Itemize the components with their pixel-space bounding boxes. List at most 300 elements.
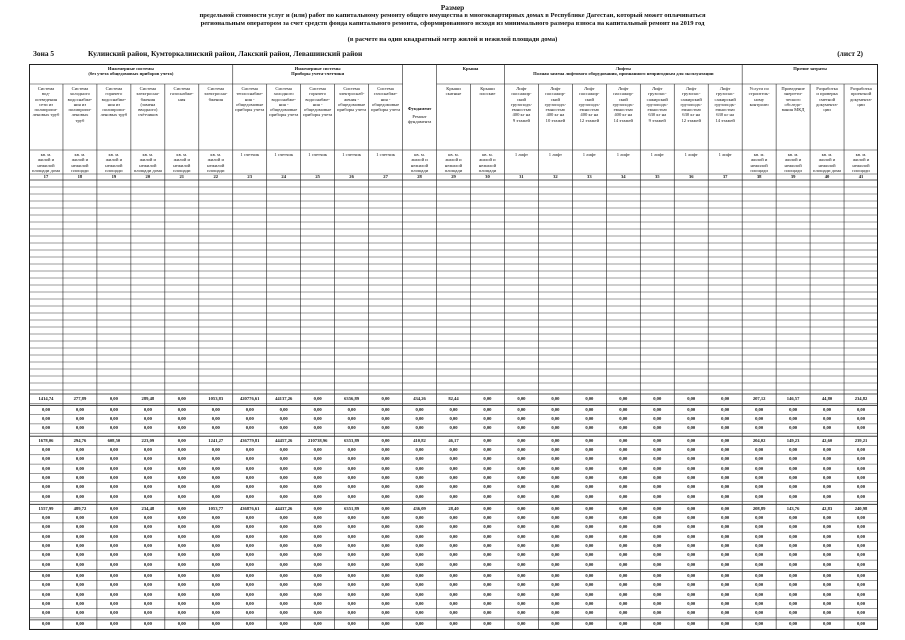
table-cell: 0,00 [517, 416, 526, 422]
table-cell: 0,00 [585, 524, 594, 530]
table-cell: 0,00 [41, 456, 50, 462]
table-cell: 0,00 [75, 406, 84, 412]
table-cell: 0,00 [279, 524, 288, 530]
column-title: Услуги по строитель- ному контролю [748, 86, 770, 107]
table-cell: 0,00 [347, 493, 356, 499]
group-header: Прочие затраты [793, 66, 827, 71]
table-cell: 0,00 [75, 474, 84, 480]
table-cell: 0,00 [415, 493, 424, 499]
table-cell: 0,00 [449, 456, 458, 462]
table-cell: 0,00 [41, 416, 50, 422]
table-cell: 82,44 [448, 395, 459, 401]
table-cell: 0,00 [177, 610, 186, 616]
table-cell: 0,00 [415, 543, 424, 548]
table-cell: 0,00 [245, 582, 254, 588]
table-cell: 0,00 [551, 425, 560, 431]
table-cell: 0,00 [551, 447, 560, 452]
column-title: Лифт пассажир- ский грузоподъ- емностью 400 кг на 12 этажей [578, 86, 601, 123]
table-cell: 434,26 [413, 395, 426, 401]
column-number: 24 [281, 174, 286, 179]
table-cell: 0,00 [856, 552, 866, 558]
table-cell: 0,00 [585, 582, 594, 588]
table-cell: 28,40 [448, 505, 459, 511]
table-cell: 0,00 [279, 561, 288, 567]
table-cell: 0,00 [279, 621, 288, 627]
table-cell: 0,00 [687, 621, 696, 627]
table-cell: 0,00 [211, 582, 220, 588]
table-cell: 0,00 [721, 484, 730, 490]
table-cell: 0,00 [177, 582, 186, 588]
column-title: Крыши скатные [445, 86, 462, 97]
table-cell: 0,00 [687, 465, 696, 471]
table-cell: 0,00 [483, 600, 492, 606]
table-cell: 0,00 [619, 582, 628, 588]
table-cell: 0,00 [585, 600, 594, 606]
table-cell: 0,00 [789, 465, 798, 471]
column-number: 33 [587, 174, 592, 179]
table-cell: 0,00 [483, 437, 492, 443]
table-cell: 0,00 [245, 447, 254, 452]
table-cell: 0,00 [415, 533, 424, 539]
column-number: 17 [43, 174, 49, 179]
table-cell: 240,98 [854, 505, 868, 511]
table-cell: 0,00 [245, 572, 254, 578]
table-cell: 0,00 [653, 572, 662, 578]
table-cell: 0,00 [313, 543, 322, 548]
table-cell: 0,00 [177, 456, 186, 462]
table-cell: 0,00 [313, 447, 322, 452]
table-cell: 0,00 [653, 621, 662, 627]
table-cell: 0,00 [347, 621, 356, 627]
table-cell: 0,00 [856, 474, 866, 480]
table-cell: 0,00 [75, 465, 84, 471]
table-cell: 0,00 [823, 456, 832, 462]
table-cell: 0,00 [755, 493, 764, 499]
table-cell: 0,00 [415, 582, 424, 588]
cost-table [29, 64, 878, 630]
table-cell: 0,00 [313, 524, 322, 530]
column-unit: кв. м. жилой и нежилой площади [105, 152, 123, 173]
table-cell: 0,00 [856, 572, 866, 578]
table-cell: 0,00 [381, 447, 390, 452]
table-cell: 0,00 [415, 591, 424, 597]
table-cell: 0,00 [41, 582, 50, 588]
table-cell: 0,00 [653, 437, 662, 443]
table-cell: 0,00 [823, 515, 832, 521]
table-cell: 0,00 [721, 552, 730, 558]
table-cell: 0,00 [856, 484, 866, 490]
table-cell: 0,00 [41, 621, 50, 627]
table-cell: 0,00 [313, 474, 322, 480]
table-cell: 0,00 [755, 533, 764, 539]
table-cell: 0,00 [41, 600, 50, 606]
table-cell: 0,00 [313, 416, 322, 422]
table-cell: 0,00 [211, 533, 220, 539]
table-cell: 0,00 [313, 465, 322, 471]
table-cell: 0,00 [177, 561, 186, 567]
table-cell: 0,00 [177, 437, 186, 443]
table-cell: 0,00 [347, 425, 356, 431]
table-cell: 0,00 [517, 561, 526, 567]
table-cell: 0,00 [415, 572, 424, 578]
document-title: Размер [440, 3, 465, 12]
table-cell: 436779,81 [239, 437, 260, 443]
table-cell: 0,00 [41, 591, 50, 597]
table-cell: 0,00 [211, 561, 220, 567]
table-cell: 0,00 [177, 515, 186, 521]
table-cell: 277,89 [73, 395, 87, 401]
table-cell: 0,00 [381, 561, 390, 567]
table-cell: 0,00 [653, 484, 662, 490]
table-cell: 0,00 [279, 493, 288, 499]
table-cell: 0,00 [551, 515, 560, 521]
table-cell: 0,00 [41, 533, 50, 539]
table-cell: 0,00 [721, 437, 730, 443]
table-cell: 0,00 [415, 621, 424, 627]
table-cell: 0,00 [177, 572, 186, 578]
table-cell: 0,00 [415, 610, 424, 616]
table-cell: 0,00 [483, 425, 492, 431]
table-cell: 0,00 [279, 610, 288, 616]
table-cell: 0,00 [687, 600, 696, 606]
table-cell: 0,00 [177, 524, 186, 530]
table-cell: 0,00 [789, 406, 798, 412]
table-cell: 0,00 [755, 425, 764, 431]
table-cell: 0,00 [449, 406, 458, 412]
table-cell: 0,00 [856, 406, 866, 412]
table-cell: 0,00 [75, 591, 84, 597]
table-cell: 0,00 [381, 621, 390, 627]
table-cell: 0,00 [177, 600, 186, 606]
table-cell: 0,00 [517, 484, 526, 490]
table-cell: 0,00 [619, 465, 628, 471]
table-cell: 0,00 [755, 416, 764, 422]
table-cell: 0,00 [143, 610, 152, 616]
column-unit: 1 счетчик [240, 152, 260, 157]
column-title: Ремонт фундамента [407, 114, 432, 125]
table-cell: 0,00 [415, 406, 424, 412]
table-cell: 0,00 [483, 572, 492, 578]
column-number: 36 [688, 174, 694, 179]
table-cell: 0,00 [789, 582, 798, 588]
table-cell: 0,00 [653, 610, 662, 616]
table-cell: 0,00 [856, 465, 866, 471]
table-cell: 0,00 [721, 515, 730, 521]
table-cell: 0,00 [245, 474, 254, 480]
table-cell: 0,00 [823, 561, 832, 567]
table-cell: 0,00 [585, 610, 594, 616]
table-cell: 0,00 [75, 543, 84, 548]
table-cell: 0,00 [551, 395, 560, 401]
table-cell: 0,00 [449, 493, 458, 499]
table-cell: 1557,99 [38, 505, 54, 511]
table-cell: 0,00 [109, 474, 118, 480]
table-cell: 0,00 [279, 447, 288, 452]
table-cell: 0,00 [585, 572, 594, 578]
table-cell: 0,00 [721, 561, 730, 567]
table-cell: 0,00 [449, 533, 458, 539]
table-cell: 0,00 [789, 524, 798, 530]
table-cell: 0,00 [483, 484, 492, 490]
table-cell: 0,00 [687, 515, 696, 521]
table-cell: 0,00 [619, 447, 628, 452]
table-cell: 0,00 [517, 621, 526, 627]
table-cell: 0,00 [551, 591, 560, 597]
table-cell: 0,00 [279, 552, 288, 558]
table-cell: 0,00 [823, 582, 832, 588]
table-cell: 0,00 [109, 591, 118, 597]
table-cell: 0,00 [517, 505, 526, 511]
table-cell: 0,00 [823, 406, 832, 412]
table-cell: 0,00 [585, 484, 594, 490]
table-cell: 0,00 [619, 552, 628, 558]
table-cell: 0,00 [279, 543, 288, 548]
table-cell: 0,00 [347, 561, 356, 567]
table-cell: 0,00 [211, 610, 220, 616]
column-title: Система электросна- бжения (замена вводного) счётчиков [136, 86, 160, 118]
column-unit: 1 счетчик [342, 152, 361, 157]
table-cell: 0,00 [41, 465, 50, 471]
table-cell: 0,00 [347, 591, 356, 597]
table-cell: 0,00 [143, 465, 152, 471]
table-cell: 0,00 [211, 447, 220, 452]
table-cell: 0,00 [721, 543, 730, 548]
table-cell: 0,00 [109, 561, 118, 567]
table-cell: 6351,89 [344, 505, 360, 511]
table-cell: 0,00 [75, 425, 84, 431]
table-cell: 0,00 [653, 416, 662, 422]
table-cell: 0,00 [483, 474, 492, 480]
column-unit: 1 счетчик [274, 152, 294, 157]
table-cell: 0,00 [143, 406, 152, 412]
table-cell: 0,00 [177, 505, 186, 511]
table-cell: 0,00 [823, 425, 832, 431]
table-cell: 0,00 [823, 493, 832, 499]
table-cell: 294,76 [73, 437, 87, 443]
table-cell: 0,00 [313, 621, 322, 627]
group-header: Крыша [462, 66, 479, 71]
table-cell: 0,00 [585, 465, 594, 471]
table-cell: 0,00 [789, 591, 798, 597]
table-cell: 0,00 [789, 456, 798, 462]
table-cell: 0,00 [653, 493, 662, 499]
table-cell: 204,02 [752, 437, 766, 443]
table-cell: 0,00 [177, 621, 186, 627]
table-cell: 6353,89 [344, 437, 360, 443]
table-cell: 0,00 [856, 447, 866, 452]
column-title: Лифт грузопас- сажирский грузоподъ- емностью 630 кг на 9 этажей [646, 86, 668, 123]
table-cell: 0,00 [721, 591, 730, 597]
table-cell: 0,00 [279, 425, 288, 431]
table-cell: 0,00 [517, 552, 526, 558]
table-cell: 0,00 [789, 515, 798, 521]
table-cell: 0,00 [415, 524, 424, 530]
column-number: 34 [620, 174, 626, 179]
table-cell: 0,00 [313, 600, 322, 606]
table-cell: 0,00 [415, 456, 424, 462]
table-cell: 0,00 [177, 416, 186, 422]
table-cell: 0,00 [619, 600, 628, 606]
column-title: Система горячего водоснабже- ния из полипропи- леновых труб [100, 86, 128, 118]
table-cell: 0,00 [721, 416, 730, 422]
column-unit: кв. м. жилой и нежилой площади [173, 152, 191, 173]
table-cell: 0,00 [449, 591, 458, 597]
column-unit: кв. м. жилой и нежилой площади дома [133, 152, 162, 173]
column-unit: 1 лифт [582, 152, 596, 157]
table-cell: 0,00 [449, 572, 458, 578]
table-cell: 0,00 [449, 552, 458, 558]
column-number: 39 [790, 174, 796, 179]
table-cell: 0,00 [856, 543, 866, 548]
table-cell: 0,00 [687, 582, 696, 588]
table-cell: 0,00 [381, 437, 390, 443]
table-cell: 0,00 [483, 582, 492, 588]
table-cell: 0,00 [585, 543, 594, 548]
table-cell: 0,00 [381, 533, 390, 539]
table-cell: 0,00 [585, 515, 594, 521]
table-cell: 0,00 [653, 465, 662, 471]
table-cell: 0,00 [347, 582, 356, 588]
table-cell: 0,00 [211, 465, 220, 471]
table-cell: 0,00 [347, 533, 356, 539]
table-cell: 0,00 [687, 425, 696, 431]
table-cell: 0,00 [245, 515, 254, 521]
table-cell: 0,00 [143, 533, 152, 539]
column-number: 30 [485, 174, 490, 179]
table-cell: 0,00 [721, 610, 730, 616]
table-cell: 0,00 [449, 416, 458, 422]
table-cell: 0,00 [823, 474, 832, 480]
table-cell: 0,00 [856, 600, 866, 606]
table-cell: 0,00 [211, 474, 220, 480]
table-cell: 0,00 [823, 447, 832, 452]
table-cell: 0,00 [789, 552, 798, 558]
table-cell: 0,00 [143, 543, 152, 548]
column-number: 31 [519, 174, 524, 179]
table-cell: 0,00 [619, 543, 628, 548]
table-cell: 0,00 [381, 515, 390, 521]
table-cell: 0,00 [347, 543, 356, 548]
table-cell: 0,00 [551, 552, 560, 558]
table-cell: 0,00 [449, 600, 458, 606]
table-cell: 0,00 [721, 493, 730, 499]
table-cell: 0,00 [347, 600, 356, 606]
table-cell: 0,00 [211, 416, 220, 422]
table-cell: 0,00 [109, 493, 118, 499]
table-cell: 0,00 [687, 447, 696, 452]
table-cell: 0,00 [41, 524, 50, 530]
table-cell: 0,00 [619, 395, 628, 401]
table-cell: 0,00 [177, 395, 186, 401]
table-cell: 0,00 [449, 484, 458, 490]
table-cell: 489,72 [73, 505, 87, 511]
table-cell: 0,00 [143, 524, 152, 530]
table-cell: 0,00 [721, 600, 730, 606]
table-cell: 0,00 [551, 474, 560, 480]
table-cell: 0,00 [279, 484, 288, 490]
column-unit: кв. м. жилой и нежилой площади дома [31, 152, 60, 173]
table-cell: 0,00 [483, 395, 492, 401]
table-cell: 0,00 [143, 561, 152, 567]
table-cell: 0,00 [211, 543, 220, 548]
table-cell: 0,00 [721, 447, 730, 452]
table-cell: 0,00 [585, 493, 594, 499]
table-cell: 0,00 [381, 505, 390, 511]
table-cell: 0,00 [177, 533, 186, 539]
table-cell: 0,00 [75, 572, 84, 578]
table-cell: 0,00 [313, 591, 322, 597]
sheet-label: (лист 2) [837, 49, 863, 58]
table-cell: 0,00 [211, 600, 220, 606]
table-cell: 0,00 [41, 561, 50, 567]
table-cell: 0,00 [211, 552, 220, 558]
table-cell: 0,00 [109, 515, 118, 521]
table-cell: 0,00 [823, 610, 832, 616]
table-cell: 0,00 [177, 493, 186, 499]
table-cell: 0,00 [143, 484, 152, 490]
column-title: Система электроснаб- жения - общедомовые приборы учета [337, 86, 367, 113]
table-cell: 0,00 [755, 543, 764, 548]
table-cell: 0,00 [381, 484, 390, 490]
table-cell: 0,00 [483, 524, 492, 530]
table-cell: 0,00 [551, 465, 560, 471]
table-cell: 0,00 [211, 425, 220, 431]
table-cell: 0,00 [211, 524, 220, 530]
table-cell: 0,00 [551, 505, 560, 511]
table-cell: 0,00 [687, 484, 696, 490]
table-cell: 0,00 [517, 406, 526, 412]
table-cell: 0,00 [856, 610, 866, 616]
column-unit: 1 лифт [548, 152, 562, 157]
table-cell: 436876,61 [239, 505, 260, 511]
table-cell: 0,00 [619, 621, 628, 627]
table-cell: 0,00 [551, 406, 560, 412]
table-cell: 0,00 [755, 572, 764, 578]
group-header: Инженерные системы Приборы учета-счетчики [291, 66, 345, 77]
table-cell: 0,00 [415, 474, 424, 480]
table-cell: 0,00 [483, 591, 492, 597]
table-cell: 0,00 [245, 543, 254, 548]
table-cell: 0,00 [381, 465, 390, 471]
table-cell: 0,00 [279, 533, 288, 539]
table-cell: 0,00 [551, 493, 560, 499]
table-cell: 0,00 [75, 515, 84, 521]
table-cell: 0,00 [109, 395, 118, 401]
table-cell: 0,00 [483, 416, 492, 422]
table-cell: 0,00 [75, 416, 84, 422]
table-cell: 0,00 [619, 591, 628, 597]
table-cell: 0,00 [245, 524, 254, 530]
table-cell: 0,00 [653, 447, 662, 452]
table-cell: 0,00 [279, 572, 288, 578]
table-cell: 0,00 [381, 572, 390, 578]
table-cell: 0,00 [143, 447, 152, 452]
table-cell: 0,00 [687, 437, 696, 443]
column-unit: 1 счетчик [376, 152, 395, 157]
table-cell: 0,00 [415, 425, 424, 431]
table-cell: 0,00 [823, 524, 832, 530]
table-cell: 0,00 [75, 484, 84, 490]
table-cell: 0,00 [653, 515, 662, 521]
table-cell: 0,00 [41, 543, 50, 548]
table-cell: 0,00 [687, 456, 696, 462]
column-unit: 1 лифт [718, 152, 732, 157]
table-cell: 0,00 [653, 533, 662, 539]
table-cell: 0,00 [177, 591, 186, 597]
table-cell: 0,00 [687, 505, 696, 511]
table-cell: 0,00 [313, 484, 322, 490]
table-cell: 0,00 [347, 610, 356, 616]
